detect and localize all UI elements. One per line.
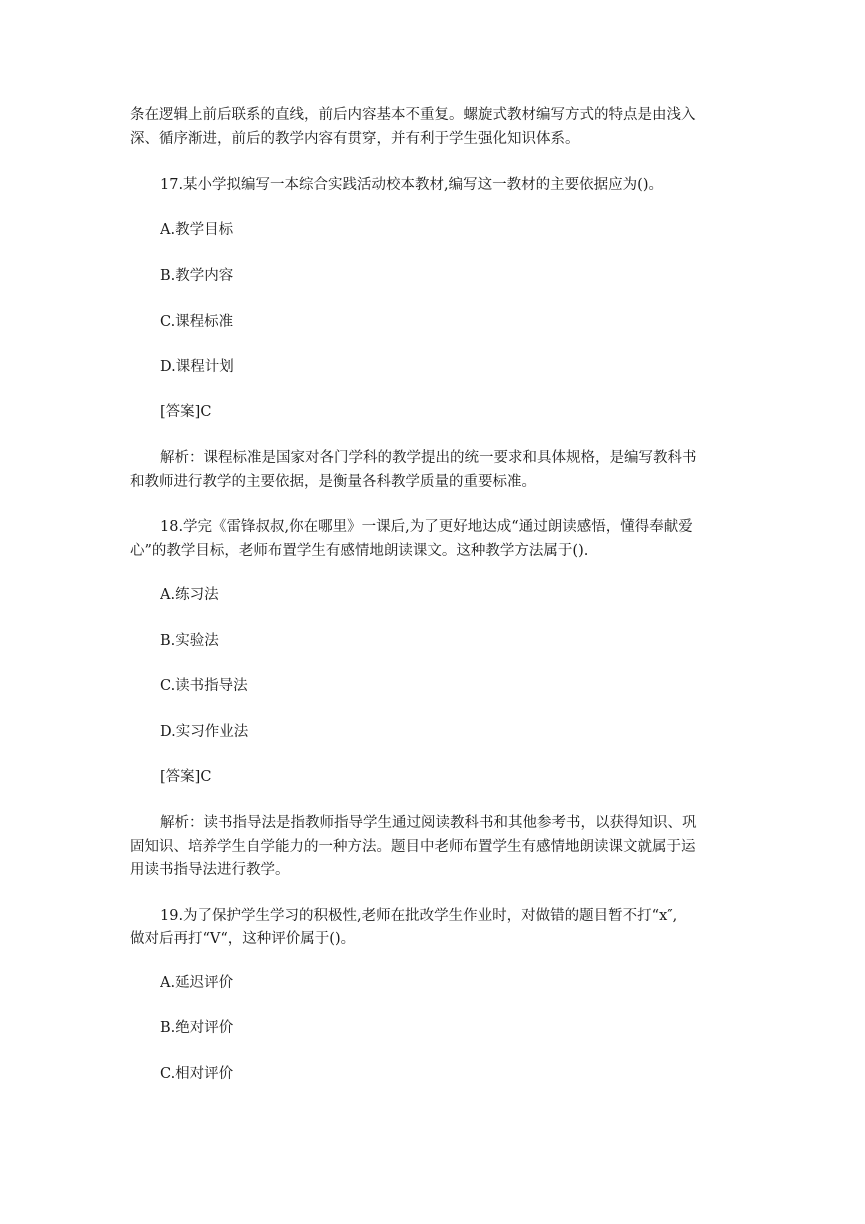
question-18-analysis-line: 用读书指导法进行教学。 xyxy=(130,862,290,878)
question-18-option-b: B.实验法 xyxy=(160,633,219,649)
question-17-option-a: A.教学目标 xyxy=(160,222,234,238)
question-18-answer: [答案]C xyxy=(160,769,212,785)
question-18-stem-line: 心”的教学目标，老师布置学生有感情地朗读课文。这种教学方法属于(). xyxy=(130,543,589,559)
question-18-analysis-line: 解析：读书指导法是指教师指导学生通过阅读教科书和其他参考书，以获得知识、巩 xyxy=(160,815,697,831)
question-18-option-a: A.练习法 xyxy=(160,587,219,603)
question-18-analysis-line: 固知识、培养学生自学能力的一种方法。题目中老师布置学生有感情地朗读课文就属于运 xyxy=(130,839,696,855)
question-17-analysis-line: 和教师进行教学的主要依据，是衡量各科教学质量的重要标准。 xyxy=(130,474,536,490)
question-18-stem-line: 18.学完《雷锋叔叔,你在哪里》一课后,为了更好地达成“通过朗读感悟，懂得奉献爱 xyxy=(160,519,693,535)
question-18-option-c: C.读书指导法 xyxy=(160,678,248,694)
question-17-stem: 17.某小学拟编写一本综合实践活动校本教材,编写这一教材的主要依据应为()。 xyxy=(160,177,663,193)
question-18-option-d: D.实习作业法 xyxy=(160,724,249,740)
question-17-option-d: D.课程计划 xyxy=(160,359,234,375)
question-17-analysis-line: 解析：课程标准是国家对各门学科的教学提出的统一要求和具体规格，是编写教科书 xyxy=(160,450,697,466)
intro-line: 深、循序渐进，前后的教学内容有贯穿，并有利于学生强化知识体系。 xyxy=(130,131,580,147)
question-17-answer: [答案]C xyxy=(160,404,212,420)
question-19-stem-line: 19.为了保护学生学习的积极性,老师在批改学生作业时，对做错的题目暂不打“x″, xyxy=(160,908,678,924)
question-19-option-c: C.相对评价 xyxy=(160,1066,234,1082)
question-19-stem-line: 做对后再打“V“，这种评价属于()。 xyxy=(130,931,356,947)
question-17-option-b: B.教学内容 xyxy=(160,268,234,284)
intro-line: 条在逻辑上前后联系的直线，前后内容基本不重复。螺旋式教材编写方式的特点是由浅入 xyxy=(130,107,696,123)
question-17-option-c: C.课程标准 xyxy=(160,314,234,330)
question-19-option-a: A.延迟评价 xyxy=(160,975,234,991)
question-19-option-b: B.绝对评价 xyxy=(160,1020,234,1036)
